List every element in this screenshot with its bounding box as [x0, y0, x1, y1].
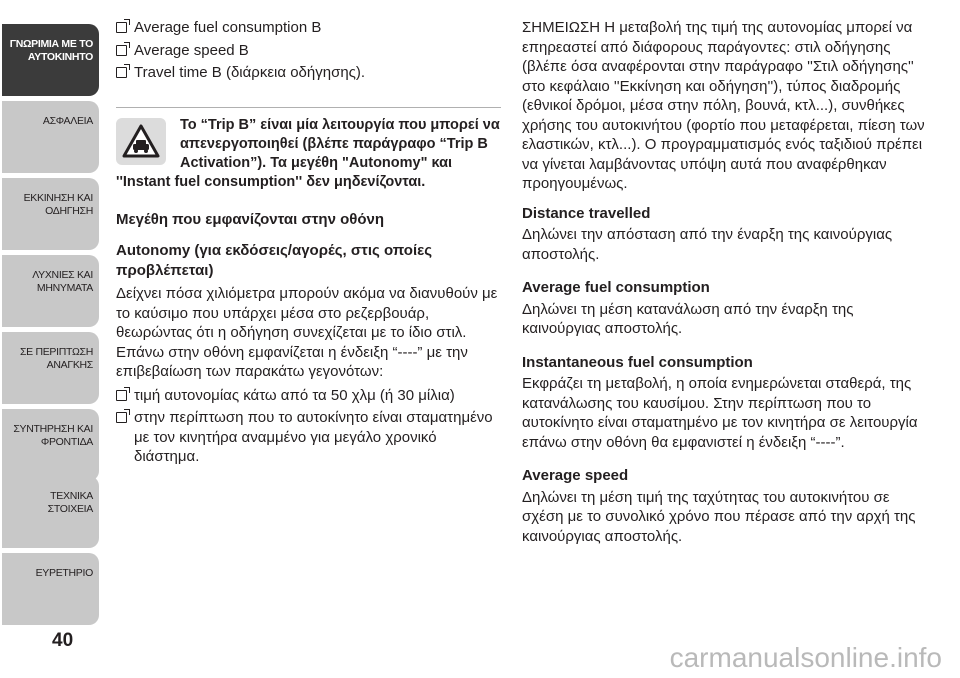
tab-technical-data[interactable] [2, 476, 99, 548]
page-number: 40 [52, 630, 74, 651]
list-item [116, 18, 501, 38]
section-heading: Autonomy (για εκδόσεις/αγορές, στις οποίες προβλέπεται) [116, 242, 433, 279]
checkbox-bullet-icon [116, 22, 127, 33]
list-item-text: Average speed B [134, 41, 249, 59]
right-column [522, 18, 932, 546]
section-heading: Μεγέθη που εμφανίζονται στην οθόνη [116, 210, 385, 228]
tab-warning-lights[interactable] [2, 255, 99, 327]
paragraph: Δείχνει πόσα χιλιόμετρα μπορούν ακόμα να διανυθούν με το καύσιμο που υπάρχει μέσα στο ρεζερβουάρ, θεωρώντας ότι η οδήγηση συνεχίζεται με το ίδιο στιλ. Επάνω στην οθόνη εμφανίζεται η ένδειξη “----” με την επιβεβαίωση των παρακάτω γεγονότων: [116, 285, 498, 380]
tab-index[interactable] [2, 553, 99, 625]
tab-emergency[interactable] [2, 332, 99, 404]
tab-getting-to-know-car[interactable] [2, 24, 99, 96]
list-item-text: Travel time B (διάρκεια οδήγησης). [134, 64, 366, 81]
tab-label: ΤΕΧΝΙΚΑ ΣΤΟΙΧΕΙΑ [47, 490, 93, 515]
tab-label: ΛΥΧΝΙΕΣ ΚΑΙ ΜΗΝΥΜΑΤΑ [32, 269, 93, 294]
left-column [116, 18, 501, 470]
tab-label: ΕΚΚΙΝΗΣΗ ΚΑΙ ΟΔΗΓΗΣΗ [23, 192, 93, 217]
list-item [116, 386, 501, 406]
tab-label: ΕΥΡΕΤΗΡΙΟ [35, 567, 93, 579]
tab-label: ΑΣΦΑΛΕΙΑ [42, 115, 93, 127]
paragraph: Εκφράζει τη μεταβολή, η οποία ενημερώνεται σταθερά, της κατανάλωσης του καυσίμου. Στην περίπτωση που το αυτοκίνητο είναι σταματημένο με τον κινητήρα σε λειτουργία επάνω στην οθόνη θα εμφανιστεί η ένδειξη “----”. [522, 375, 918, 451]
list-item-text: τιμή αυτονομίας κάτω από τα 50 χλμ (ή 30 μίλια) [134, 386, 455, 404]
sidebar [0, 0, 103, 678]
car-loaded-warning-icon [116, 118, 166, 165]
tab-maintenance[interactable] [2, 409, 99, 481]
section-heading: Average fuel consumption [522, 279, 710, 296]
list-item [116, 41, 501, 61]
list-item [116, 63, 501, 83]
paragraph: Δηλώνει την απόσταση από την έναρξη της καινούργιας αποστολής. [522, 226, 893, 263]
note-paragraph: ΣΗΜΕΙΩΣΗ Η μεταβολή της τιμή της αυτονομίας μπορεί να επηρεαστεί από διάφορους παράγοντες: στιλ οδήγησης (βλέπε όσα αναφέρονται στην παράγραφο ''Στιλ οδήγησης'' στο κεφάλαιο ''Εκκίνηση και οδήγηση''), τύπος διαδρομής (εθνικοί δρόμοι, μέσα στην πόλη, βουνά, κτλ...), συνθήκες χρήσης του αυτοκινήτου (φορτίο που μεταφέρεται, πίεση των ελαστικών, κτλ...). Ο προγραμματισμός ενός ταξιδιού πρέπει να γίνεται λαμβάνοντας υπόψη αυτά που αναφέρθηκαν προηγουμένως. [522, 19, 925, 192]
tab-label: ΣΕ ΠΕΡΙΠΤΩΣΗ ΑΝΑΓΚΗΣ [19, 346, 93, 371]
paragraph: Δηλώνει τη μέση τιμή της ταχύτητας του αυτοκινήτου σε σχέση με το συνολικό χρόνο που πέρασε από την αρχή της καινούργιας αποστολής. [522, 488, 916, 545]
checkbox-bullet-icon [116, 412, 127, 423]
note-box [116, 107, 501, 192]
list-item [116, 408, 501, 467]
tab-label: ΓΝΩΡΙΜΙΑ ΜΕ ΤΟ ΑΥΤΟΚΙΝΗΤΟ [9, 38, 93, 63]
note-text: Το “Trip B” είναι μία λειτουργία που μπορεί να απενεργοποιηθεί (βλέπε παράγραφο “Trip B Activation”). Τα μεγέθη "Autonomy" και ''Instant fuel consumption'' δεν μηδενίζονται. [116, 116, 500, 190]
watermark: carmanualsonline.info [669, 642, 942, 673]
tab-safety[interactable] [2, 101, 99, 173]
section-heading: Instantaneous fuel consumption [522, 353, 753, 371]
tab-label: ΣΥΝΤΗΡΗΣΗ ΚΑΙ ΦΡΟΝΤΙΔΑ [13, 423, 93, 448]
checkbox-bullet-icon [116, 390, 127, 401]
checkbox-bullet-icon [116, 45, 127, 56]
list-item-text: στην περίπτωση που το αυτοκίνητο είναι σταματημένο με τον κινητήρα αναμμένο για μεγάλο χρονικό διάστημα. [134, 409, 493, 465]
section-heading: Average speed [522, 467, 629, 484]
tab-starting-driving[interactable] [2, 178, 99, 250]
section-heading: Distance travelled [522, 204, 651, 222]
list-item-text: Average fuel consumption B [134, 19, 322, 36]
checkbox-bullet-icon [116, 67, 127, 78]
paragraph: Δηλώνει τη μέση κατανάλωση από την έναρξη της καινούργιας αποστολής. [522, 300, 854, 337]
